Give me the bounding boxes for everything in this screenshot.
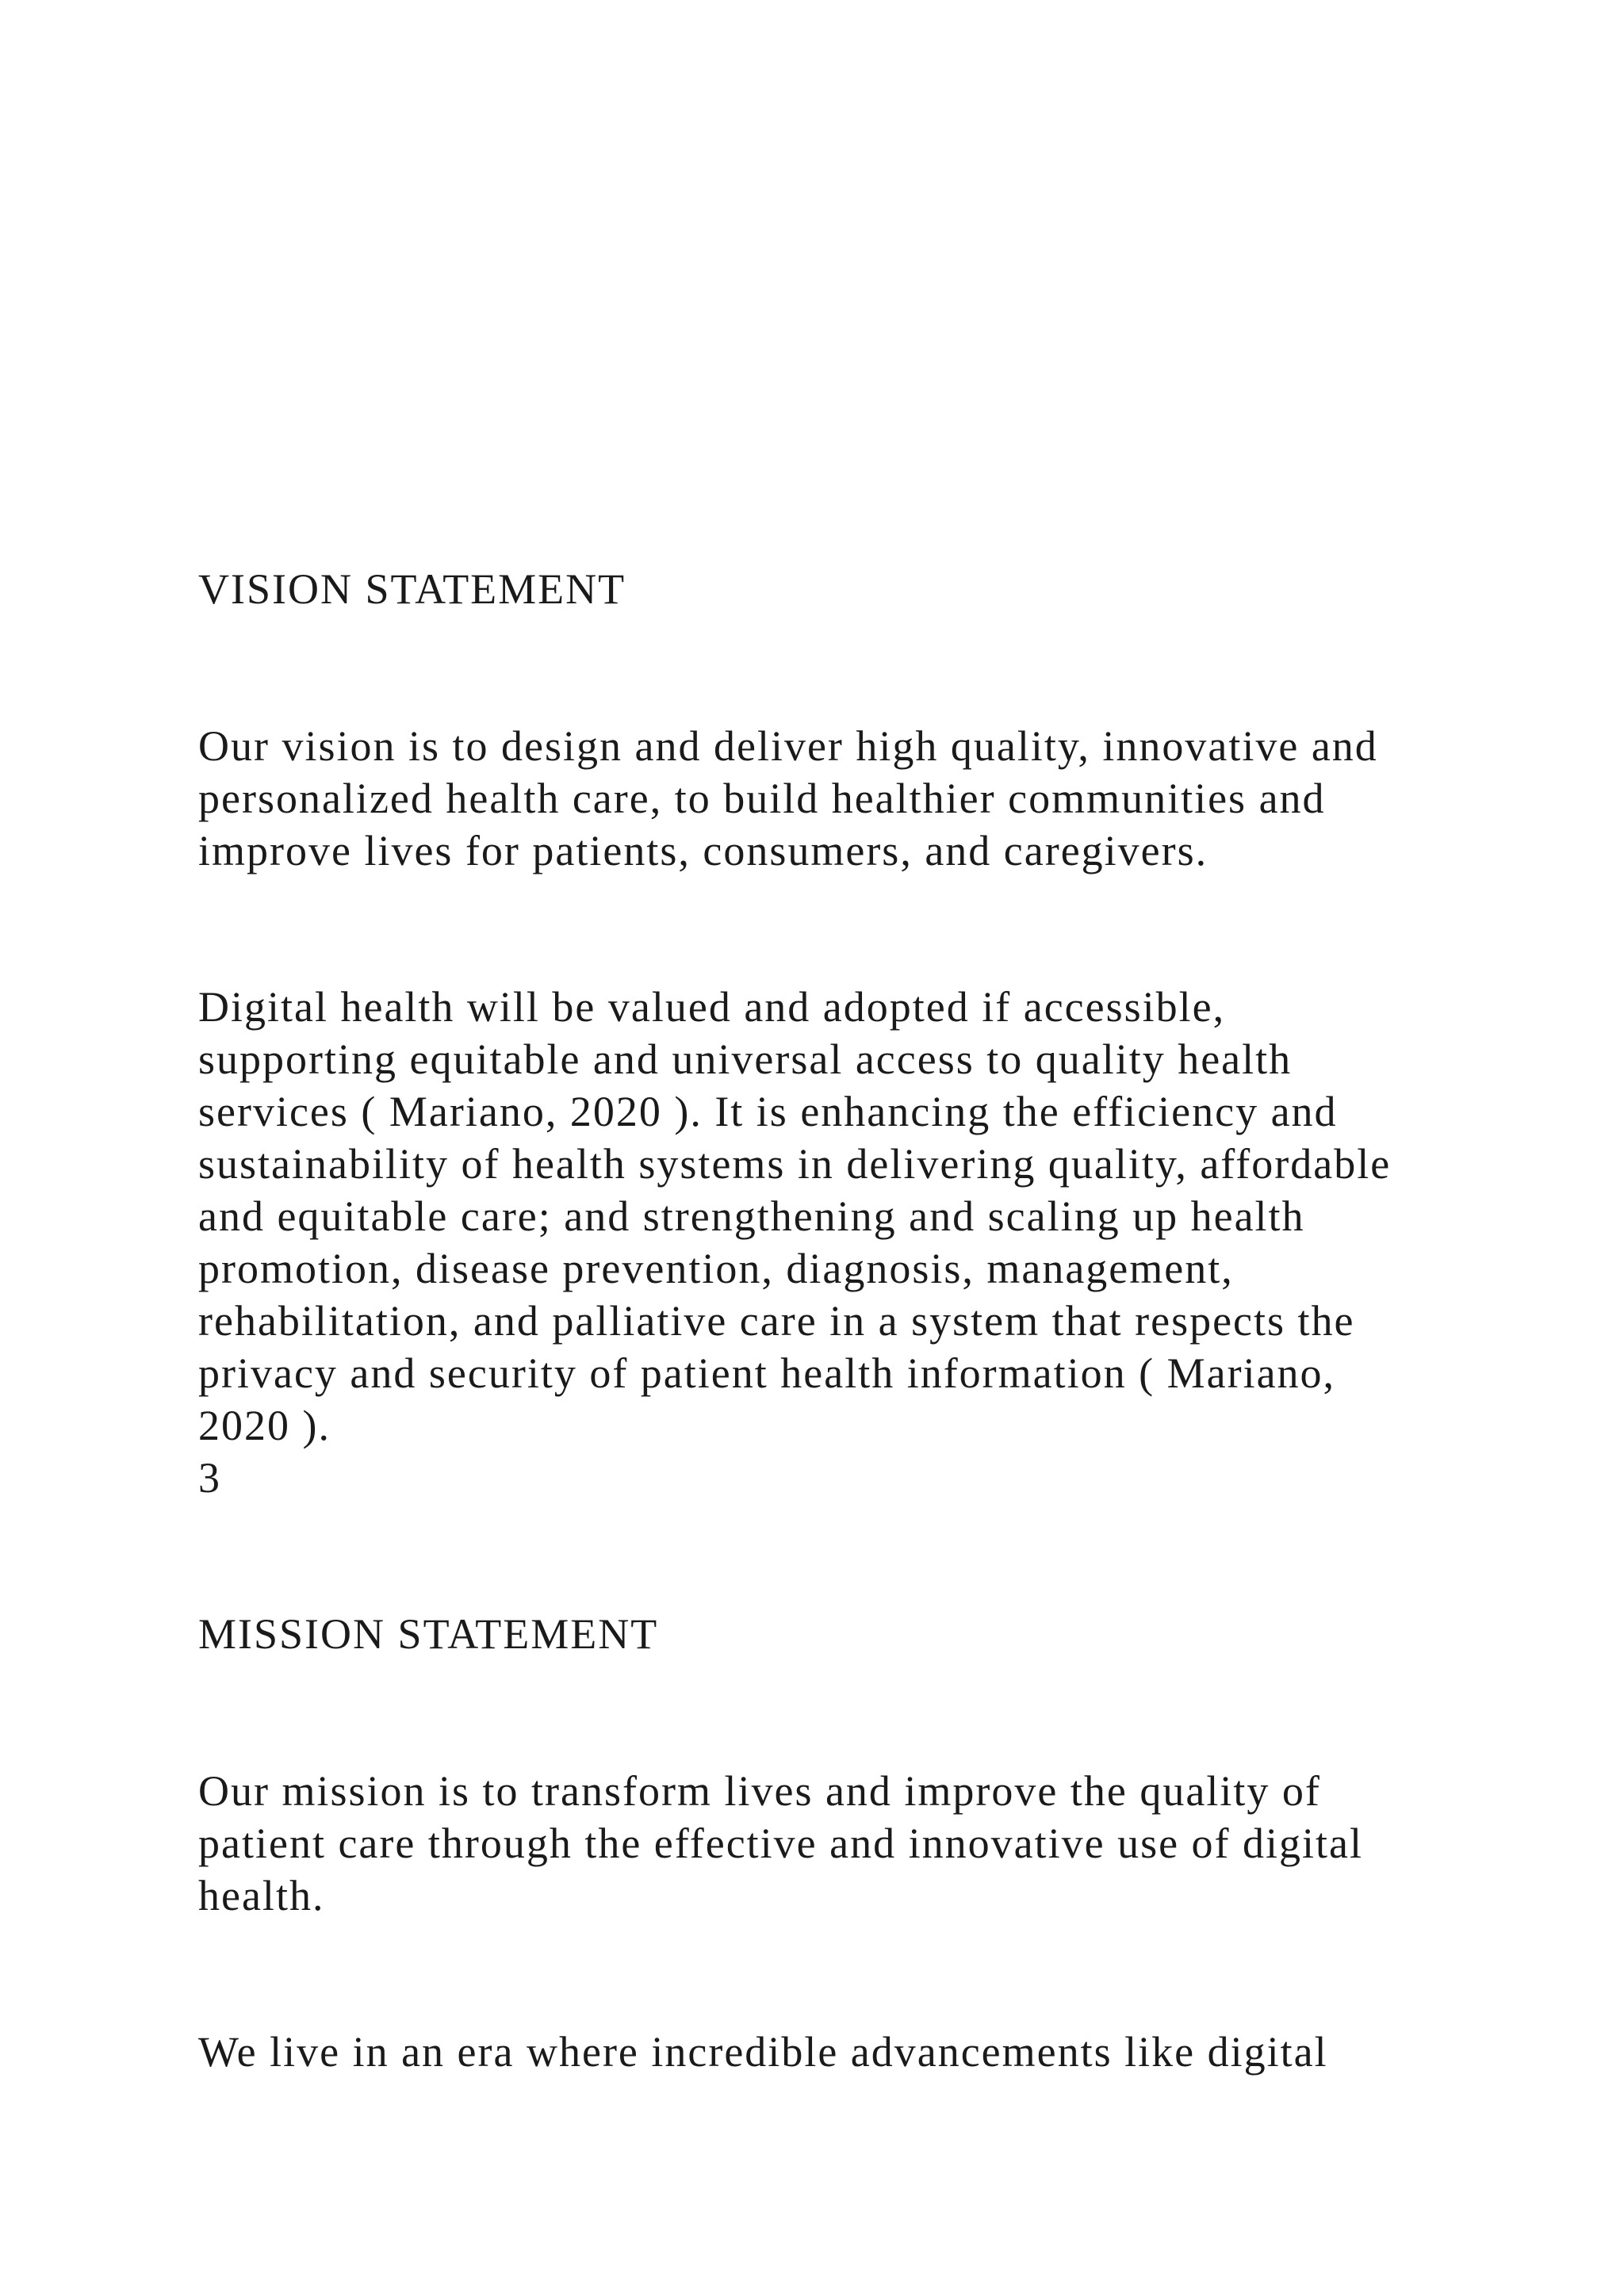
page-number: 3 (198, 1454, 221, 1502)
vision-paragraph-2-line: Digital health will be valued and adopted if accessible, (198, 983, 1226, 1031)
vision-paragraph-2-line: promotion, disease prevention, diagnosis, management, (198, 1245, 1234, 1292)
vision-paragraph-1-line: Our vision is to design and deliver high quality, innovative and (198, 722, 1378, 770)
vision-paragraph-2-line: 2020 ). (198, 1402, 331, 1449)
mission-paragraph-1-line: health. (198, 1872, 325, 1919)
vision-paragraph-1-line: personalized health care, to build healthier communities and (198, 775, 1326, 822)
vision-paragraph-2-line: privacy and security of patient health information ( Mariano, (198, 1349, 1336, 1397)
vision-heading: VISION STATEMENT (198, 565, 626, 613)
vision-paragraph-2-line: sustainability of health systems in delivering quality, affordable (198, 1140, 1392, 1188)
mission-heading: MISSION STATEMENT (198, 1610, 659, 1658)
vision-paragraph-2-line: and equitable care; and strengthening and scaling up health (198, 1192, 1305, 1240)
vision-paragraph-2-line: rehabilitation, and palliative care in a system that respects the (198, 1297, 1355, 1345)
mission-paragraph-1-line: patient care through the effective and innovative use of digital (198, 1820, 1364, 1867)
vision-paragraph-2-line: supporting equitable and universal access to quality health (198, 1035, 1293, 1083)
vision-paragraph-1-line: improve lives for patients, consumers, and caregivers. (198, 827, 1208, 874)
mission-paragraph-2-line: We live in an era where incredible advancements like digital (198, 2028, 1328, 2076)
mission-paragraph-1-line: Our mission is to transform lives and improve the quality of (198, 1767, 1321, 1815)
vision-paragraph-2-line: services ( Mariano, 2020 ). It is enhancing the efficiency and (198, 1088, 1338, 1135)
